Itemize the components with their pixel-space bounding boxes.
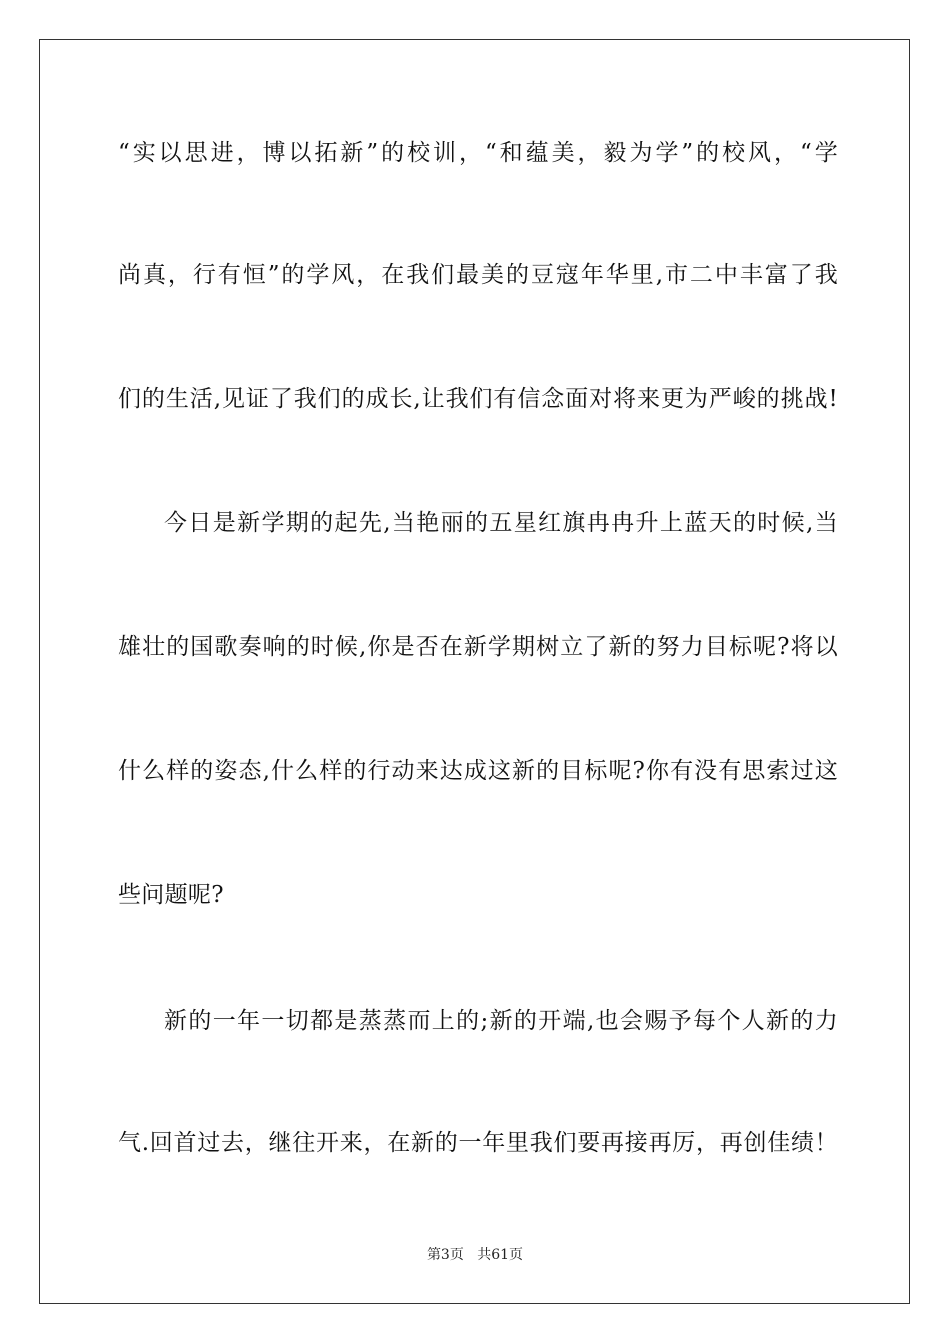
text-line-1: “实以思进，博以拓新”的校训，“和蕴美，毅为学”的校风，“学 (118, 140, 838, 166)
page-number: 第3页 (426, 1247, 464, 1263)
page-border (39, 39, 910, 1304)
text-line-7: 些问题呢? (118, 882, 224, 908)
text-line-6: 什么样的姿态,什么样的行动来达成这新的目标呢?你有没有思索过这 (118, 758, 838, 784)
text-line-4: 今日是新学期的起先,当艳丽的五星红旗冉冉升上蓝天的时候,当 (164, 510, 838, 536)
page-footer (0, 1246, 950, 1264)
text-line-8: 新的一年一切都是蒸蒸而上的;新的开端,也会赐予每个人新的力 (164, 1008, 838, 1034)
text-line-5: 雄壮的国歌奏响的时候,你是否在新学期树立了新的努力目标呢?将以 (118, 634, 838, 660)
text-line-3: 们的生活,见证了我们的成长,让我们有信念面对将来更为严峻的挑战! (118, 386, 838, 412)
text-line-9: 气.回首过去，继往开来，在新的一年里我们要再接再厉，再创佳绩！ (118, 1130, 838, 1156)
total-pages: 共61页 (477, 1247, 524, 1263)
text-line-2: 尚真，行有恒”的学风，在我们最美的豆寇年华里,市二中丰富了我 (118, 262, 838, 288)
